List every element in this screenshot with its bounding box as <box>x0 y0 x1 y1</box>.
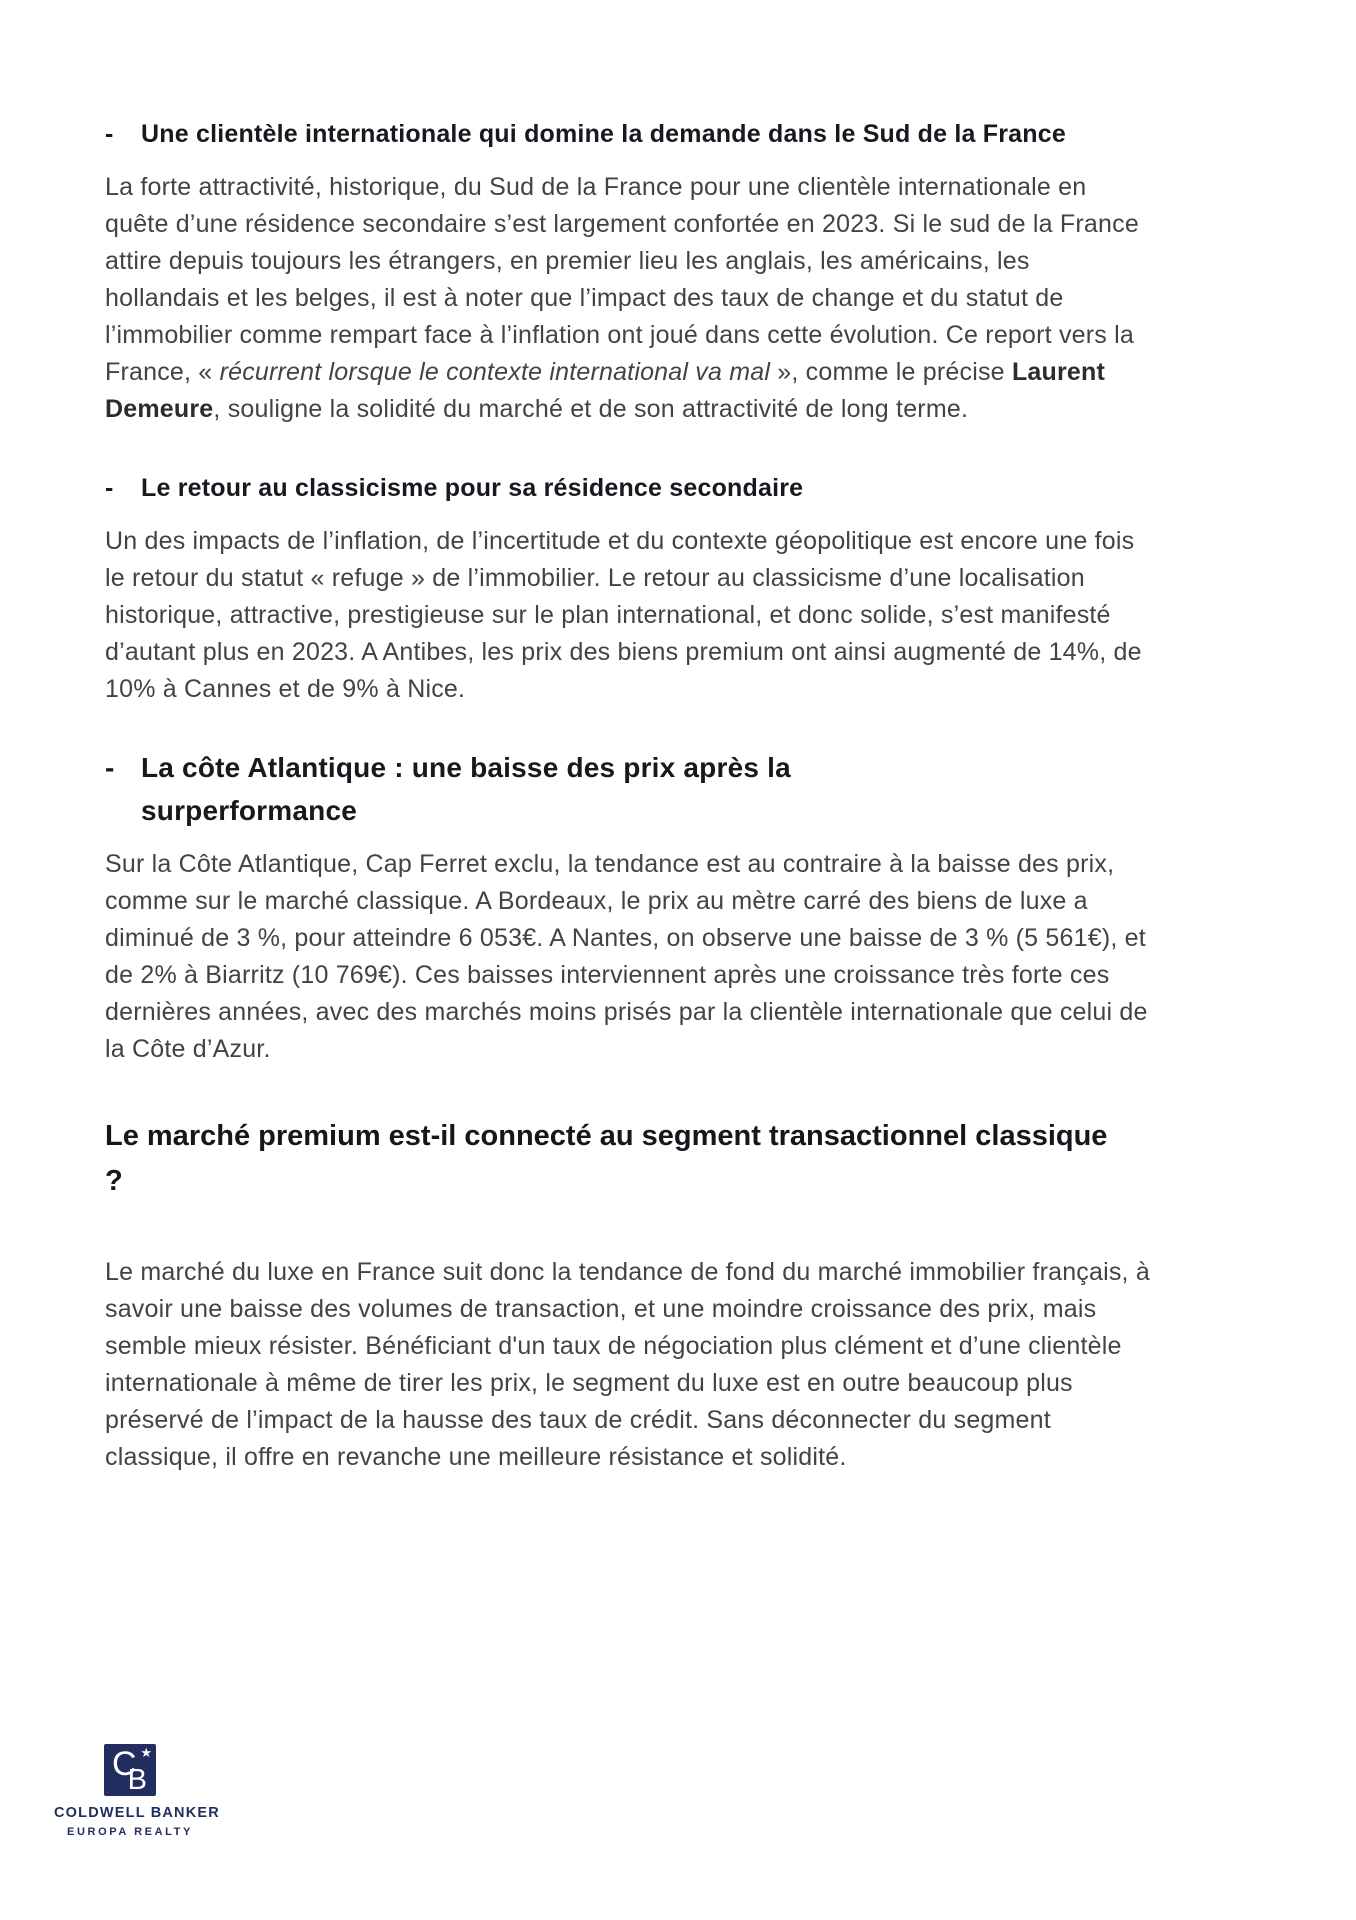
star-icon: ★ <box>140 1745 152 1760</box>
paragraph-south-of-france <box>105 169 1150 428</box>
paragraph-run-person-name: Laurent Demeure <box>105 358 1106 423</box>
paragraph-run: La forte attractivité, historique, du Sud de la France pour une clientèle internationale en quête d’une résidence secondaire s’est largement confortée en 2023. Si le sud de la France attire depuis toujours les étrangers, en premier lieu les anglais, les américains, les hollandais et les belges, il est à noter que l’impact des taux de change et du statut de l’immobilier comme rempart face à l’inflation ont joué dans cette évolution. Ce report vers la France, « <box>105 173 1139 386</box>
paragraph-classicism: Un des impacts de l’inflation, de l’incertitude et du contexte géopolitique est encore une fois le retour du statut « refuge » de l’immobilier. Le retour au classicisme d’une localisation historique, attractive, prestigieuse sur le plan international, et donc solide, s’est manifesté d’autant plus en 2023. A Antibes, les prix des biens premium ont ainsi augmenté de 14%, de 10% à Cannes et de 9% à Nice. <box>105 527 1142 703</box>
bullet-heading-international-clients <box>105 116 1150 153</box>
section-heading-premium-market: Le marché premium est-il connecté au segment transactionnel classique ? <box>105 1120 1108 1197</box>
document-body <box>105 116 1150 1476</box>
bullet-heading-atlantic-coast <box>105 746 1150 832</box>
paragraph-run: , souligne la solidité du marché et de son attractivité de long terme. <box>213 395 969 423</box>
paragraph-run: », comme le précise <box>770 358 1012 386</box>
cb-monogram-icon <box>104 1744 156 1796</box>
monogram-letter-c: C <box>112 1745 137 1783</box>
bullet-dash: - <box>105 752 115 783</box>
logo-brand-subname: EUROPA REALTY <box>67 1826 193 1838</box>
bullet-heading-classicism <box>105 470 1150 507</box>
bullet-dash: - <box>105 474 114 502</box>
monogram-letter-b: B <box>127 1764 147 1796</box>
bullet-dash: - <box>105 120 114 148</box>
paragraph-atlantic-coast: Sur la Côte Atlantique, Cap Ferret exclu, la tendance est au contraire à la baisse des prix, comme sur le marché classique. A Bordeaux, le prix au mètre carré des biens de luxe a diminué de 3 %, pour atteindre 6 053€. A Nantes, on observe une baisse de 3 % (5 561€), et de 2% à Biarritz (10 769€). Ces baisses interviennent après une croissance très forte ces dernières années, avec des marchés moins prisés par la clientèle internationale que celui de la Côte d’Azur. <box>105 850 1148 1063</box>
logo-brand-name: COLDWELL BANKER <box>54 1805 220 1821</box>
paragraph-premium-market: Le marché du luxe en France suit donc la tendance de fond du marché immobilier français, à savoir une baisse des volumes de transaction, et une moindre croissance des prix, mais semble mieux résister. Bénéficiant d'un taux de négociation plus clément et d’une clientèle internationale à même de tirer les prix, le segment du luxe est en outre beaucoup plus préservé de l’impact de la hausse des taux de crédit. Sans déconnecter du segment classique, il offre en revanche une meilleure résistance et solidité. <box>105 1258 1150 1471</box>
bullet-heading-title: Le retour au classicisme pour sa résidence secondaire <box>141 474 804 502</box>
coldwell-banker-logo <box>54 1744 220 1838</box>
bullet-heading-title: La côte Atlantique : une baisse des prix après la surperformance <box>141 752 791 826</box>
paragraph-run-quote: récurrent lorsque le contexte international va mal <box>219 358 771 386</box>
bullet-heading-title: Une clientèle internationale qui domine la demande dans le Sud de la France <box>141 120 1066 148</box>
